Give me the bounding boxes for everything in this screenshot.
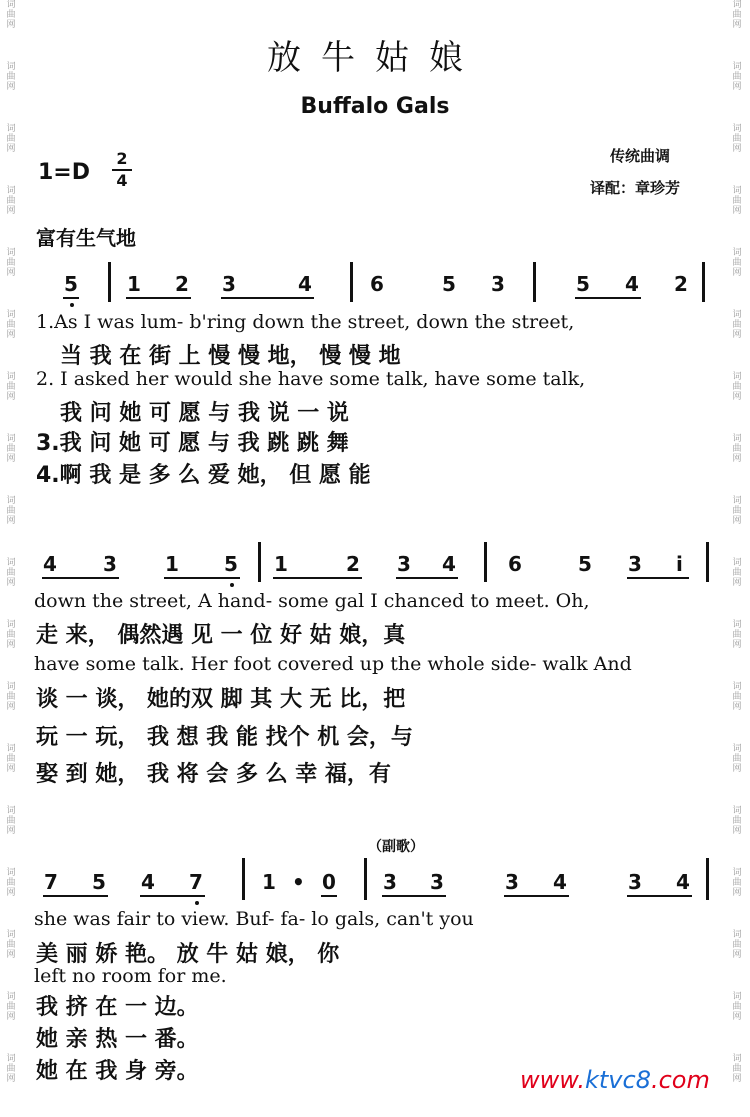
watermark: 词曲网 [6,310,16,340]
time-sig-top: 2 [116,149,128,168]
note: 4 [43,552,57,576]
watermark: 词曲网 [6,62,16,92]
note: 3 [383,870,397,894]
note: 5 [578,552,592,576]
note: 1 [127,272,141,296]
watermark: 词曲网 [732,248,742,278]
watermark: 词曲网 [6,930,16,960]
watermark: 词曲网 [6,434,16,464]
time-signature [112,150,132,190]
note: 3 [103,552,117,576]
watermark: 词曲网 [732,434,742,464]
note: 4 [298,272,312,296]
note: 1 [274,552,288,576]
lyric-line: 3.我 问 她 可 愿 与 我 跳 跳 舞 [36,431,349,456]
note: 4 [553,870,567,894]
watermark: 词曲网 [732,868,742,898]
watermark: 词曲网 [732,496,742,526]
site-suffix: .com [650,1066,710,1094]
note: • [292,870,305,894]
watermark: 词曲网 [732,1054,742,1084]
note: 6 [370,272,384,296]
lyric-line: 当 我 在 街 上 慢 慢 地， 慢 慢 地 [60,344,401,369]
note: 2 [674,272,688,296]
watermark: 词曲网 [6,372,16,402]
lyric-line: 我 挤 在 一 边。 [36,995,199,1020]
note: 1 [165,552,179,576]
site-prefix: www. [520,1066,585,1094]
lyric-line: have some talk. Her foot covered up the whole side- walk And [34,653,632,675]
watermark: 词曲网 [6,1054,16,1084]
watermark: 词曲网 [732,372,742,402]
watermark: 词曲网 [6,620,16,650]
song-title: 放牛姑娘 [267,38,483,78]
watermark: 词曲网 [732,558,742,588]
lyric-line: 1.As I was lum- b'ring down the street, down the street, [36,311,575,333]
note: 4 [676,870,690,894]
lyric-line: 我 问 她 可 愿 与 我 说 一 说 [60,401,349,426]
note: 4 [141,870,155,894]
note: 3 [628,870,642,894]
note: 5 [576,272,590,296]
note: i [676,552,683,576]
note: 3 [430,870,444,894]
site-name: ktvc8 [584,1066,651,1094]
note: 7 [189,870,203,894]
time-sig-bottom: 4 [116,171,128,190]
lyric-line: 玩 一 玩， 我 想 我 能 找个 机 会，与 [36,725,413,750]
lyric-line: 走 来， 偶然遇 见 一 位 好 姑 娘，真 [36,623,406,648]
note: 4 [442,552,456,576]
watermark: 词曲网 [732,186,742,216]
lyric-line: 娶 到 她， 我 将 会 多 么 幸 福，有 [36,762,391,787]
note: 5 [92,870,106,894]
watermark: 词曲网 [732,744,742,774]
watermark: 词曲网 [6,682,16,712]
note: 3 [222,272,236,296]
watermark: 词曲网 [6,124,16,154]
note: 5 [224,552,238,576]
note: 5 [64,272,78,296]
note: 2 [175,272,189,296]
lyric-line: left no room for me. [34,965,227,987]
tempo-marking: 富有生气地 [36,226,136,250]
note: 7 [44,870,58,894]
watermark: 词曲网 [6,806,16,836]
watermark: 词曲网 [732,62,742,92]
watermark: 词曲网 [6,0,16,30]
watermark: 词曲网 [732,930,742,960]
lyric-line: 2. I asked her would she have some talk, have some talk, [36,368,586,390]
watermark: 词曲网 [732,682,742,712]
note: 4 [625,272,639,296]
watermark: 词曲网 [6,868,16,898]
song-subtitle: Buffalo Gals [300,94,450,119]
note: 3 [397,552,411,576]
lyric-line: down the street, A hand- some gal I chanced to meet. Oh, [34,590,590,612]
note: 0 [322,870,336,894]
lyric-line: 美 丽 娇 艳。 放 牛 姑 娘， 你 [36,942,340,967]
watermark: 词曲网 [6,496,16,526]
note: 3 [628,552,642,576]
watermark: 词曲网 [732,0,742,30]
note: 1 [262,870,276,894]
site-watermark [520,1066,710,1094]
watermark: 词曲网 [732,124,742,154]
watermark: 词曲网 [6,558,16,588]
note: 2 [346,552,360,576]
key-signature: 1=D [38,160,91,185]
lyric-line: 4.啊 我 是 多 么 爱 她， 但 愿 能 [36,463,371,488]
lyric-line: 她 亲 热 一 番。 [36,1027,199,1052]
watermark: 词曲网 [732,620,742,650]
watermark: 词曲网 [732,310,742,340]
lyric-line: she was fair to view. Buf- fa- lo gals, can't you [34,908,474,930]
lyric-line: 谈 一 谈， 她的双 脚 其 大 无 比，把 [36,687,406,712]
watermark: 词曲网 [6,186,16,216]
credit-arranger: 译配：章珍芳 [590,179,681,197]
watermark: 词曲网 [732,992,742,1022]
note: 6 [508,552,522,576]
watermark: 词曲网 [6,992,16,1022]
note: 3 [505,870,519,894]
credit-origin: 传统曲调 [610,147,671,165]
watermark: 词曲网 [732,806,742,836]
watermark: 词曲网 [6,248,16,278]
lyric-line: 她 在 我 身 旁。 [36,1059,199,1084]
note: 3 [491,272,505,296]
watermark: 词曲网 [6,744,16,774]
chorus-label: （副歌） [368,839,424,855]
note: 5 [442,272,456,296]
